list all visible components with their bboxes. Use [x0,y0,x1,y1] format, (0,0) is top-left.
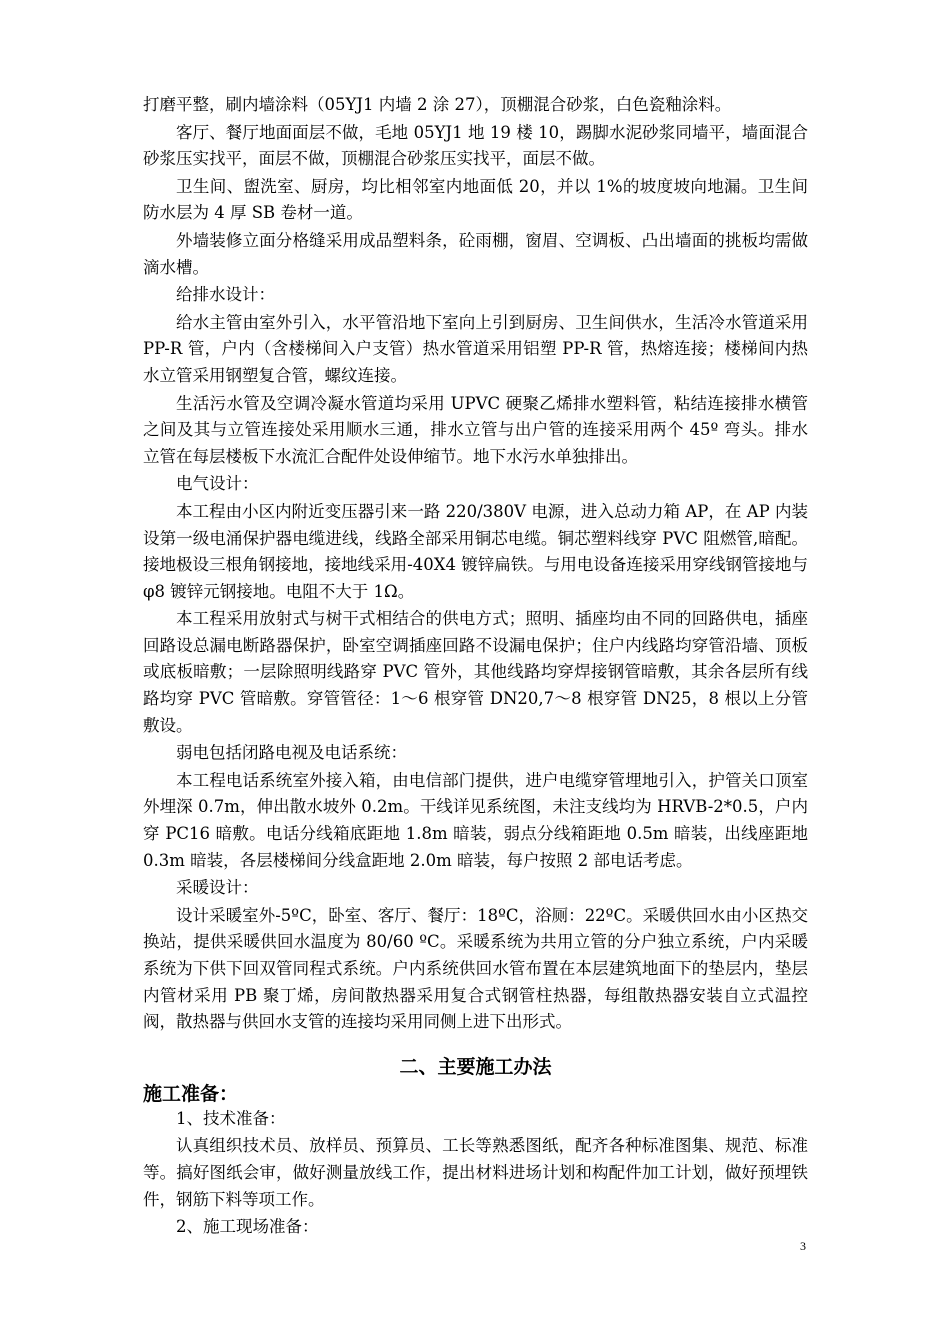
paragraph: 本工程采用放射式与树干式相结合的供电方式；照明、插座均由不同的回路供电，插座回路设总漏电断路器保护，卧室空调插座回路不设漏电保护；住户内线路均穿管沿墙、顶板或底板暗敷；一层除照明线路穿 PVC 管外，其他线路均穿焊接钢管暗敷，其余各层所有线路均穿 PVC 管暗敷。穿管管径：1～6 根穿管 DN20,7～8 根穿管 DN25，8 根以上分管敷设。 [143,609,808,735]
paragraph: 2、施工现场准备： [176,1217,319,1237]
paragraph: 弱电包括闭路电视及电话系统： [176,743,407,763]
paragraph: 客厅、餐厅地面面层不做，毛地 05YJ1 地 19 楼 10，踢脚水泥砂浆同墙平，墙面混合砂浆压实找平，面层不做，顶棚混合砂浆压实找平，面层不做。 [143,122,808,169]
paragraph: 本工程电话系统室外接入箱，由电信部门提供，进户电缆穿管埋地引入，护管关口顶室外埋深 0.7m，伸出散水坡外 0.2m。干线详见系统图，未注支线均为 HRVB-2*0.5，户内穿 PC16 暗敷。电话分线箱底距地 1.8m 暗装，弱点分线箱距地 0.5m 暗装，出线座距地 0.3m 暗装，各层楼梯间分线盒距地 2.0m 暗装，每户按照 2 部电话考虑。 [143,770,808,870]
paragraph: 本工程由小区内附近变压器引来一路 220/380V 电源，进入总动力箱 AP，在 AP 内装设第一级电涌保护器电缆进线，线路全部采用铜芯电缆。铜芯塑料线穿 PVC 阻燃管,暗配。接地极设三根角钢接地，接地线采用-40X4 镀锌扁铁。与用电设备连接采用穿线钢管接地与 φ8 镀锌元钢接地。电阻不大于 1Ω。 [143,501,808,601]
sub-heading: 施工准备： [143,1082,239,1105]
section-title: 二、主要施工办法 [399,1055,552,1078]
paragraph: 电气设计： [176,474,259,494]
paragraph: 生活污水管及空调冷凝水管道均采用 UPVC 硬聚乙烯排水塑料管，粘结连接排水横管之间及其与立管连接处采用顺水三通，排水立管与出户管的连接采用两个 45º 弯头。排水立管在每层楼板下水流汇合配件处设伸缩节。地下水污水单独排出。 [143,393,808,466]
paragraph: 采暖设计： [176,878,259,898]
paragraph-group-top [143,92,808,1036]
paragraph: 卫生间、盥洗室、厨房，均比相邻室内地面低 20，并以 1%的坡度坡向地漏。卫生间防水层为 4 厚 SB 卷材一道。 [143,176,808,223]
paragraph: 1、技术准备： [176,1108,286,1128]
paragraph: 给水主管由室外引入，水平管沿地下室向上引到厨房、卫生间供水，生活冷水管道采用 PP-R 管，户内（含楼梯间入户支管）热水管道采用铝塑 PP-R 管，热熔连接；楼梯间内热水立管采用钢塑复合管，螺纹连接。 [143,312,808,385]
paragraph-group-bottom [143,1106,808,1241]
document-body [143,92,808,1241]
paragraph: 认真组织技术员、放样员、预算员、工长等熟悉图纸，配齐各种标准图集、规范、标准等。搞好图纸会审，做好测量放线工作，提出材料进场计划和构配件加工计划，做好预埋铁件，钢筋下料等项工作。 [143,1136,808,1209]
paragraph: 外墙装修立面分格缝采用成品塑料条，砼雨棚，窗眉、空调板、凸出墙面的挑板均需做滴水槽。 [143,230,808,277]
paragraph: 打磨平整，刷内墙涂料（05YJ1 内墙 2 涂 27），顶棚混合砂浆，白色瓷釉涂料。 [143,95,732,114]
paragraph: 设计采暖室外-5ºC，卧室、客厅、餐厅：18ºC，浴厕：22ºC。采暖供回水由小区热交换站，提供采暖供回水温度为 80/60 ºC。采暖系统为共用立管的分户独立系统，户内采暖系统为下供下回双管同程式系统。户内系统供回水管布置在本层建筑地面下的垫层内，垫层内管材采用 PB 聚丁烯，房间散热器采用复合式钢管柱热器，每组散热器安装自立式温控阀，散热器与供回水支管的连接均采用同侧上进下出形式。 [143,905,808,1032]
paragraph: 给排水设计： [176,285,275,305]
page-number: 3 [800,1239,806,1253]
